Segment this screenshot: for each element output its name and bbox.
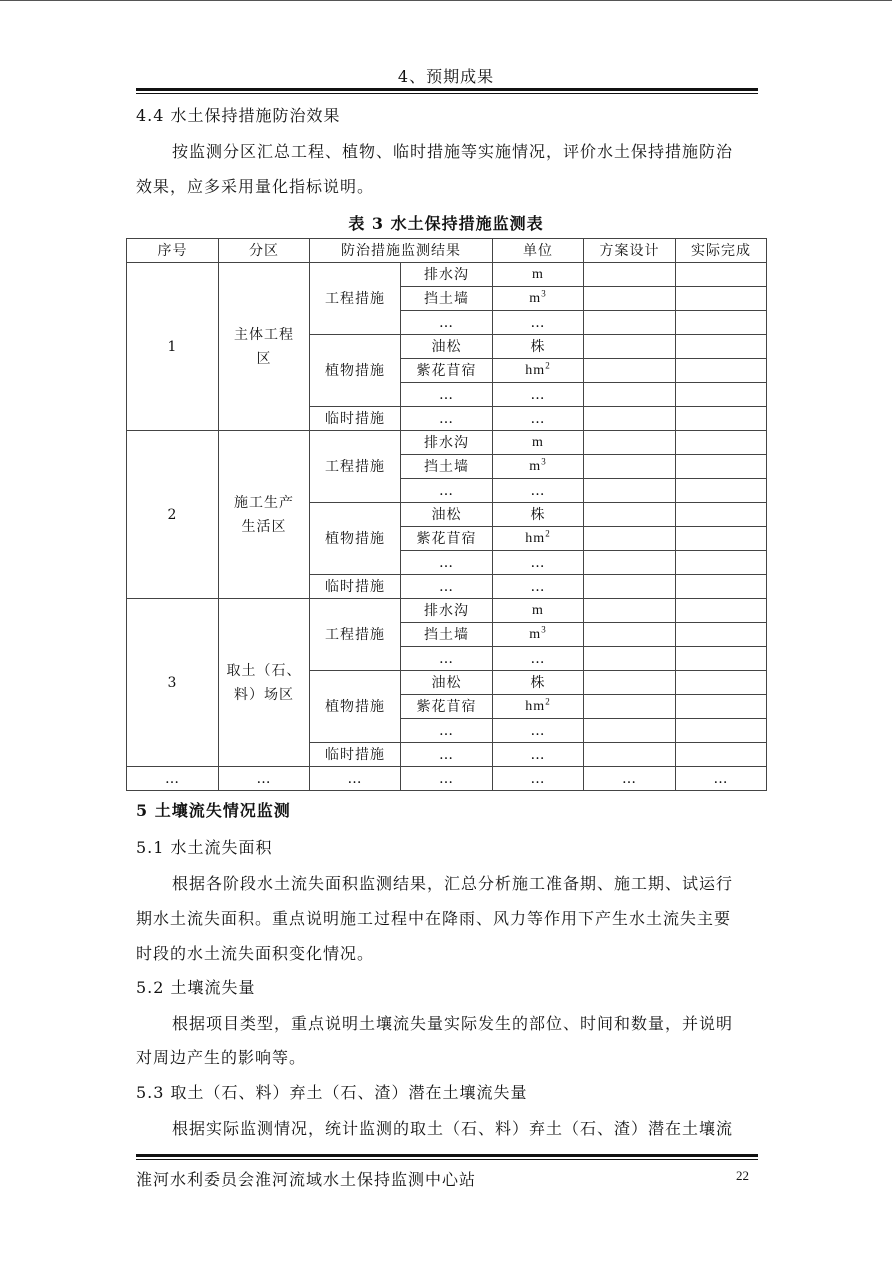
cell-ellipsis: … (584, 767, 676, 791)
unit-exponent: 2 (545, 527, 551, 538)
cell-seq: 3 (127, 599, 219, 767)
cell-design (584, 359, 676, 383)
cell-unit (493, 287, 584, 311)
cell-zone (219, 599, 310, 767)
header-result: 防治措施监测结果 (310, 239, 493, 263)
cell-category-temporary: 临时措施 (310, 743, 401, 767)
cell-unit (493, 359, 584, 383)
cell-design (584, 599, 676, 623)
footer-rule-thin (136, 1159, 758, 1160)
cell-measure: 挡土墙 (401, 287, 493, 311)
running-header-title: 4、预期成果 (397, 67, 495, 86)
unit-text: … (530, 554, 546, 571)
cell-actual (676, 287, 767, 311)
monitoring-table (126, 238, 767, 791)
table-row-ellipsis (127, 767, 767, 791)
header-design: 方案设计 (584, 239, 676, 263)
cell-design (584, 263, 676, 287)
table-caption: 表 3 水土保持措施监测表 (348, 214, 544, 233)
section-5-2-heading: 5.2 土壤流失量 (136, 978, 256, 997)
unit-base: hm (525, 698, 546, 714)
cell-actual (676, 383, 767, 407)
unit-base: hm (525, 530, 546, 546)
zone-label-line: 取土（石、 (226, 662, 302, 679)
unit-base: hm (525, 362, 546, 378)
page-number: 22 (736, 1168, 749, 1183)
cell-actual (676, 527, 767, 551)
cell-actual (676, 359, 767, 383)
zone-label-line: 施工生产 (234, 494, 294, 511)
cell-measure: 油松 (401, 503, 493, 527)
cell-unit (493, 647, 584, 671)
zone-label-line: 主体工程 (234, 326, 294, 343)
cell-unit (493, 623, 584, 647)
cell-actual (676, 479, 767, 503)
header-unit: 单位 (493, 239, 584, 263)
unit-text: … (530, 746, 546, 763)
cell-zone (219, 263, 310, 431)
unit-text: 株 (530, 338, 546, 355)
cell-unit (493, 335, 584, 359)
cell-actual (676, 431, 767, 455)
cell-unit (493, 431, 584, 455)
cell-actual (676, 647, 767, 671)
cell-category-vegetation: 植物措施 (310, 671, 401, 743)
section-5-1-para-line: 期水土流失面积。重点说明施工过程中在降雨、风力等作用下产生水土流失主要 (136, 909, 732, 928)
header-rule-thin (136, 93, 758, 94)
cell-actual (676, 599, 767, 623)
section-5-1-heading: 5.1 水土流失面积 (136, 838, 273, 857)
unit-text: … (530, 482, 546, 499)
cell-measure: 紫花苜宿 (401, 359, 493, 383)
cell-design (584, 695, 676, 719)
cell-measure: 排水沟 (401, 431, 493, 455)
cell-design (584, 671, 676, 695)
unit-text: … (530, 722, 546, 739)
header-rule-thick (136, 88, 758, 91)
cell-design (584, 503, 676, 527)
cell-actual (676, 551, 767, 575)
cell-design (584, 431, 676, 455)
cell-actual (676, 311, 767, 335)
cell-measure: … (401, 311, 493, 335)
cell-design (584, 287, 676, 311)
cell-measure: 紫花苜宿 (401, 695, 493, 719)
section-5-1-para-line: 时段的水土流失面积变化情况。 (136, 944, 375, 963)
section-4-4-para-line: 效果，应多采用量化指标说明。 (136, 177, 375, 196)
unit-base: m (529, 458, 542, 474)
cell-measure: … (401, 743, 493, 767)
cell-measure: … (401, 551, 493, 575)
cell-actual (676, 671, 767, 695)
cell-category-temporary: 临时措施 (310, 407, 401, 431)
cell-measure: 排水沟 (401, 263, 493, 287)
unit-exponent: 2 (545, 359, 551, 370)
cell-measure: … (401, 479, 493, 503)
cell-seq: 2 (127, 431, 219, 599)
cell-actual (676, 455, 767, 479)
cell-measure: … (401, 575, 493, 599)
section-5-3-para-line: 根据实际监测情况，统计监测的取土（石、料）弃土（石、渣）潜在土壤流 (172, 1119, 734, 1138)
cell-actual (676, 407, 767, 431)
cell-design (584, 527, 676, 551)
cell-design (584, 311, 676, 335)
cell-actual (676, 695, 767, 719)
cell-actual (676, 623, 767, 647)
unit-exponent: 2 (545, 695, 551, 706)
cell-unit (493, 695, 584, 719)
cell-measure: … (401, 407, 493, 431)
cell-measure: 排水沟 (401, 599, 493, 623)
cell-design (584, 647, 676, 671)
zone-label-line: 料）场区 (234, 686, 294, 703)
cell-actual (676, 263, 767, 287)
unit-text: … (530, 650, 546, 667)
cell-ellipsis: … (127, 767, 219, 791)
unit-text: … (530, 410, 546, 427)
cell-category-vegetation: 植物措施 (310, 335, 401, 407)
cell-unit (493, 503, 584, 527)
cell-design (584, 479, 676, 503)
unit-base: m (529, 290, 542, 306)
cell-unit (493, 455, 584, 479)
cell-measure: 油松 (401, 671, 493, 695)
cell-zone (219, 431, 310, 599)
cell-design (584, 455, 676, 479)
section-5-2-para-line: 根据项目类型，重点说明土壤流失量实际发生的部位、时间和数量，并说明 (172, 1014, 734, 1033)
header-seq: 序号 (127, 239, 219, 263)
cell-category-engineering: 工程措施 (310, 263, 401, 335)
cell-design (584, 335, 676, 359)
unit-text: 株 (530, 674, 546, 691)
unit-text: m (532, 266, 544, 282)
cell-design (584, 407, 676, 431)
cell-unit (493, 479, 584, 503)
cell-measure: 挡土墙 (401, 623, 493, 647)
cell-unit (493, 551, 584, 575)
section-5-2-para-line: 对周边产生的影响等。 (136, 1048, 307, 1067)
zone-label-line: 区 (256, 350, 272, 367)
unit-exponent: 3 (541, 623, 547, 634)
cell-unit (493, 263, 584, 287)
cell-design (584, 623, 676, 647)
cell-category-engineering: 工程措施 (310, 599, 401, 671)
table-row (127, 263, 767, 287)
unit-exponent: 3 (541, 455, 547, 466)
section-5-3-heading: 5.3 取土（石、料）弃土（石、渣）潜在土壤流失量 (136, 1083, 528, 1102)
unit-text: 株 (530, 506, 546, 523)
cell-measure: 挡土墙 (401, 455, 493, 479)
cell-unit (493, 743, 584, 767)
cell-design (584, 383, 676, 407)
cell-unit (493, 599, 584, 623)
unit-text: … (530, 314, 546, 331)
cell-design (584, 575, 676, 599)
cell-seq: 1 (127, 263, 219, 431)
unit-base: m (529, 626, 542, 642)
cell-ellipsis: … (401, 767, 493, 791)
footer-organization: 淮河水利委员会淮河流域水土保持监测中心站 (136, 1170, 477, 1189)
unit-text: … (530, 578, 546, 595)
cell-unit (493, 383, 584, 407)
cell-actual (676, 335, 767, 359)
section-5-heading: 5 土壤流失情况监测 (136, 801, 291, 820)
table-row (127, 431, 767, 455)
cell-ellipsis: … (310, 767, 401, 791)
cell-unit (493, 311, 584, 335)
cell-design (584, 743, 676, 767)
cell-actual (676, 503, 767, 527)
zone-label-line: 生活区 (241, 518, 287, 535)
unit-exponent: 3 (541, 287, 547, 298)
section-4-4-heading: 4.4 水土保持措施防治效果 (136, 106, 341, 125)
cell-design (584, 719, 676, 743)
section-4-4-para-line: 按监测分区汇总工程、植物、临时措施等实施情况，评价水土保持措施防治 (172, 142, 734, 161)
cell-ellipsis: … (219, 767, 310, 791)
table-header-row (127, 239, 767, 263)
footer-rule-thick (136, 1154, 758, 1157)
cell-unit (493, 719, 584, 743)
cell-actual (676, 743, 767, 767)
cell-unit (493, 575, 584, 599)
cell-design (584, 551, 676, 575)
cell-measure: 紫花苜宿 (401, 527, 493, 551)
cell-actual (676, 575, 767, 599)
unit-text: … (530, 386, 546, 403)
cell-unit (493, 671, 584, 695)
cell-measure: … (401, 647, 493, 671)
cell-ellipsis: … (676, 767, 767, 791)
cell-measure: … (401, 383, 493, 407)
header-zone: 分区 (219, 239, 310, 263)
cell-measure: 油松 (401, 335, 493, 359)
cell-actual (676, 719, 767, 743)
cell-measure: … (401, 719, 493, 743)
cell-unit (493, 527, 584, 551)
header-actual: 实际完成 (676, 239, 767, 263)
section-5-1-para-line: 根据各阶段水土流失面积监测结果，汇总分析施工准备期、施工期、试运行 (172, 874, 734, 893)
unit-text: m (532, 434, 544, 450)
cell-category-vegetation: 植物措施 (310, 503, 401, 575)
unit-text: m (532, 602, 544, 618)
cell-category-engineering: 工程措施 (310, 431, 401, 503)
page-top-border (0, 0, 892, 1)
cell-unit (493, 407, 584, 431)
cell-category-temporary: 临时措施 (310, 575, 401, 599)
table-row (127, 599, 767, 623)
cell-ellipsis: … (493, 767, 584, 791)
